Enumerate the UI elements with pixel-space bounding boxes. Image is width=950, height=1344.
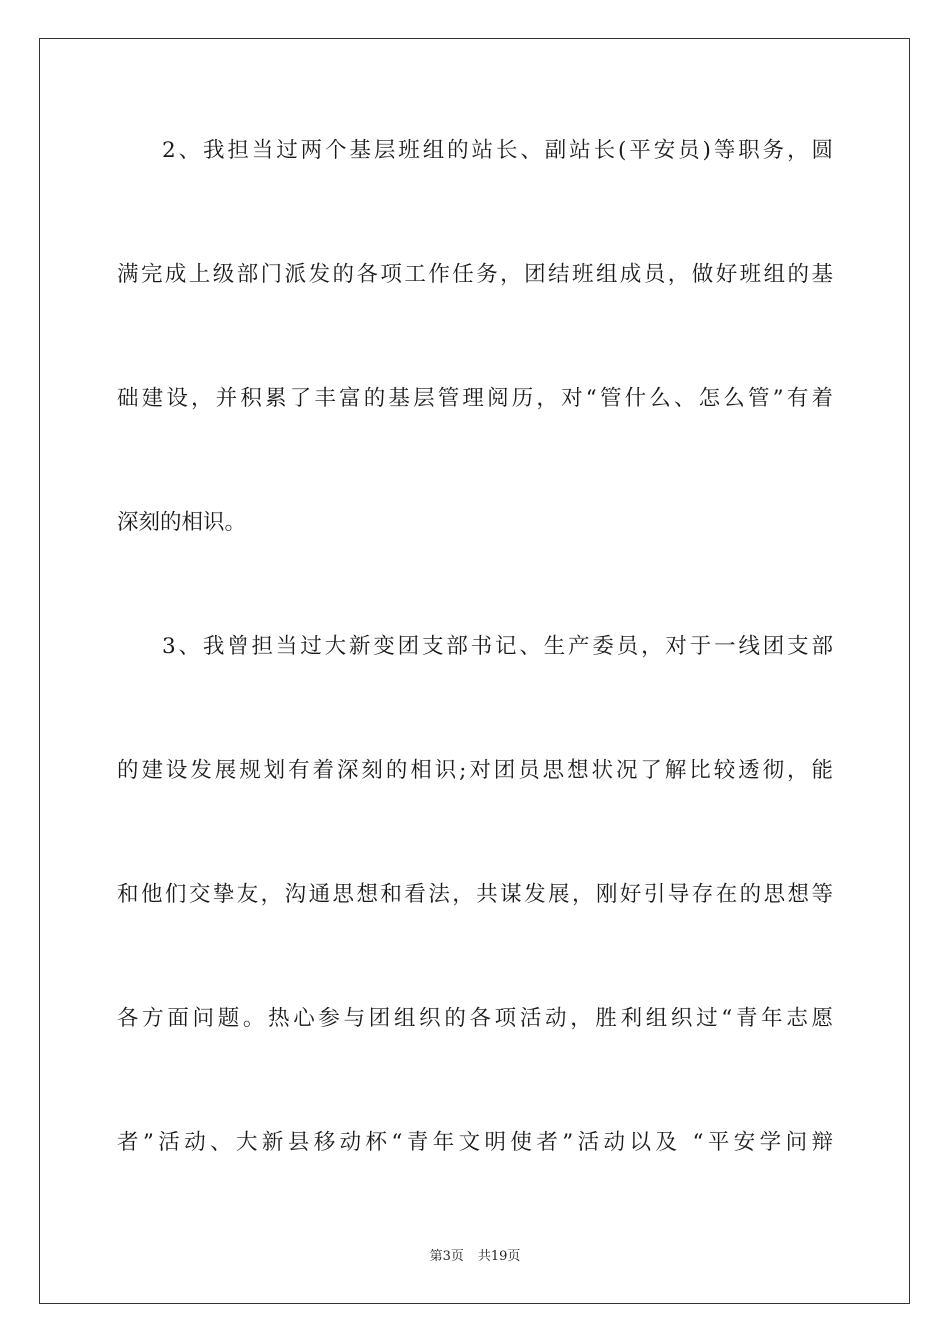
paragraph-line: 深刻的相识。	[117, 510, 247, 535]
paragraph-line: 和他们交挚友，沟通思想和看法，共谋发展，刚好引导存在的思想等	[117, 882, 833, 907]
paragraph-line: 3、我曾担当过大新变团支部书记、生产委员，对于一线团支部	[162, 634, 833, 659]
paragraph-line: 满完成上级部门派发的各项工作任务，团结班组成员，做好班组的基	[117, 262, 833, 287]
paragraph-line: 各方面问题。热心参与团组织的各项活动，胜利组织过“青年志愿	[117, 1006, 833, 1031]
page-total: 共19页	[477, 1249, 521, 1264]
page-border	[39, 38, 910, 1304]
paragraph-line: 者”活动、大新县移动杯“青年文明使者”活动以及 “平安学问辩	[117, 1130, 833, 1155]
page-footer	[0, 1245, 950, 1264]
paragraph-line: 础建设，并积累了丰富的基层管理阅历，对“管什么、怎么管”有着	[117, 386, 833, 411]
page-number: 第3页	[429, 1249, 464, 1264]
paragraph-line: 的建设发展规划有着深刻的相识;对团员思想状况了解比较透彻，能	[117, 758, 833, 783]
paragraph-line: 2、我担当过两个基层班组的站长、副站长(平安员)等职务，圆	[162, 138, 833, 163]
